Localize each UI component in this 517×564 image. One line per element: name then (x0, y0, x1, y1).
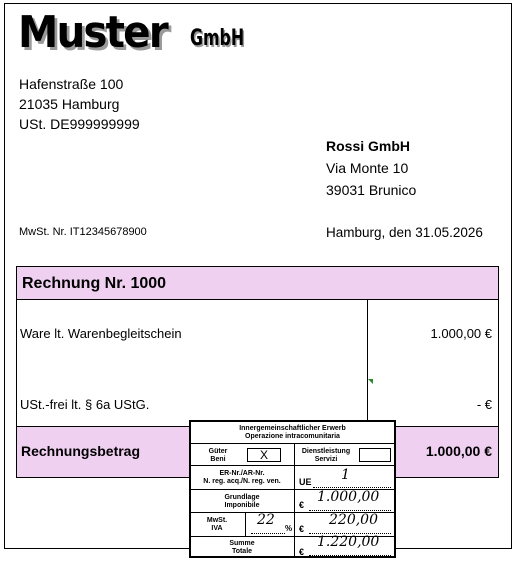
stamp-divider (245, 513, 246, 537)
reg-label-line2: N. reg. acq./N. reg. ven. (203, 478, 281, 485)
services-label-it: Servizi (314, 456, 338, 463)
company-name: Muster (18, 7, 167, 58)
base-underline (309, 510, 391, 511)
line-item-amount: 1.000,00 € (430, 326, 492, 341)
cell-corner-mark (368, 379, 373, 384)
recipient-address (326, 135, 416, 201)
vat-rate: 22 (257, 512, 275, 528)
recipient-vat-number: MwSt. Nr. IT12345678900 (19, 226, 147, 238)
services-checkbox (359, 448, 391, 462)
company-logo (18, 6, 245, 60)
stamp-divider (294, 490, 295, 513)
recipient-name: Rossi GmbH (326, 138, 411, 154)
reg-value: 1 (341, 467, 350, 483)
base-label-de: Grundlage (224, 494, 260, 501)
company-suffix: GmbH (190, 26, 245, 51)
stamp-divider (294, 513, 295, 537)
invoice-title: Rechnung Nr. 1000 (22, 275, 167, 292)
tax-exempt-label: USt.-frei lt. § 6a UStG. (20, 397, 150, 412)
vat-label-it: IVA (211, 525, 223, 532)
recipient-street: Via Monte 10 (326, 160, 409, 176)
reg-underline (313, 487, 391, 488)
stamp-divider (294, 466, 295, 490)
total-label: Rechnungsbetrag (21, 443, 141, 459)
goods-checkbox (247, 448, 281, 462)
sum-value: 1.220,00 (317, 534, 380, 550)
stamp-title-line1: Innergemeinschaftlicher Erwerb (239, 425, 346, 432)
vat-rate-unit: % (285, 524, 293, 533)
recipient-city: 39031 Brunico (326, 182, 417, 198)
tax-exempt-amount: - € (476, 397, 492, 412)
vat-label-de: MwSt. (206, 517, 228, 524)
sum-currency: € (299, 547, 305, 557)
goods-label-de: Güter (208, 448, 228, 455)
stamp-title-line2: Operazione intracomunitaria (245, 433, 340, 440)
base-currency: € (299, 500, 305, 510)
sender-vat-id: USt. DE999999999 (19, 116, 140, 132)
invoice-header (17, 267, 498, 300)
intra-community-stamp (189, 420, 396, 558)
sender-address (19, 74, 140, 134)
reg-prefix: UE (299, 477, 312, 487)
line-item-label: Ware lt. Warenbegleitschein (20, 326, 182, 341)
services-label-de: Dienstleistung (301, 448, 351, 455)
vat-value: 220,00 (329, 512, 378, 528)
sum-label-it: Totale (231, 548, 253, 555)
base-label-it: Imponibile (224, 502, 260, 509)
sum-label (191, 540, 293, 556)
sum-label-de: Summe (229, 540, 255, 547)
goods-label-it: Beni (210, 456, 226, 463)
vat-currency: € (299, 524, 305, 534)
sender-city: 21035 Hamburg (19, 96, 120, 112)
goods-check-mark: X (259, 448, 268, 462)
vat-rate-underline (251, 533, 285, 534)
stamp-divider (294, 444, 295, 466)
total-amount: 1.000,00 € (425, 443, 492, 459)
sum-underline (309, 555, 391, 556)
base-label (191, 494, 293, 510)
base-value: 1.000,00 (317, 489, 380, 505)
sender-street: Hafenstraße 100 (19, 76, 124, 92)
reg-label (191, 470, 293, 486)
goods-label (193, 448, 243, 464)
date-line: Hamburg, den 31.05.2026 (326, 225, 483, 240)
services-label (297, 448, 355, 464)
stamp-title (191, 422, 394, 444)
vat-label (191, 517, 243, 533)
column-divider (367, 300, 368, 426)
reg-label-line1: ER-Nr./AR-Nr. (219, 470, 265, 477)
stamp-divider (294, 537, 295, 558)
